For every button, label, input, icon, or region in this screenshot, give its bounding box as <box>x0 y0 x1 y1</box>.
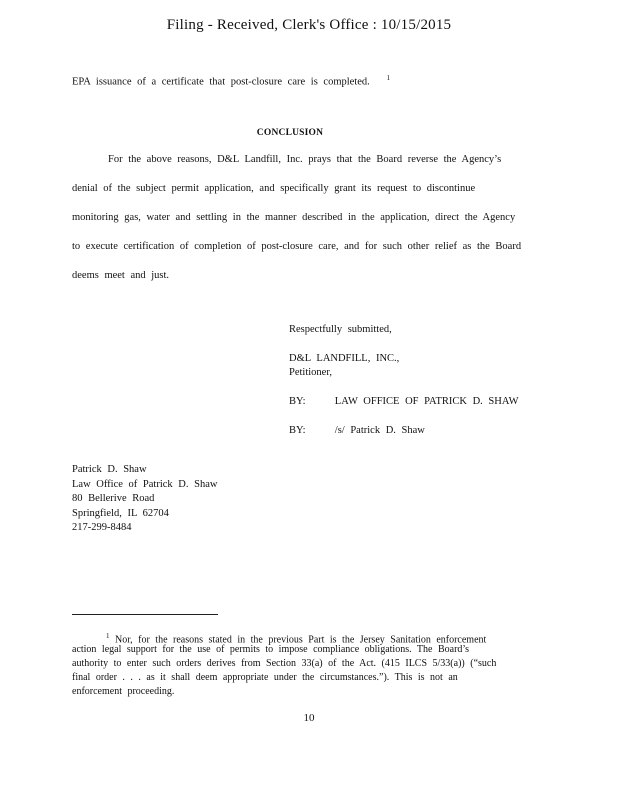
footnote-separator <box>72 614 218 615</box>
footnote-line-4: final order . . . as it shall deem appropriate under the circumstances.”). This is not an <box>72 672 458 683</box>
address-line: Patrick D. Shaw <box>72 464 147 475</box>
footnote-reference: 1 <box>386 74 391 82</box>
page-number: 10 <box>303 712 315 724</box>
footnote-line-5: enforcement proceeding. <box>72 686 175 697</box>
conclusion-line-4: to execute certification of completion of post-closure care, and for such other relief as the Board <box>72 241 522 252</box>
conclusion-heading: CONCLUSION <box>256 128 324 138</box>
carryover-line <box>72 74 390 88</box>
carryover-text: EPA issuance of a certificate that post-closure care is completed. <box>72 76 370 88</box>
petitioner-name: D&L LANDFILL, INC., <box>289 353 400 364</box>
footnote-text: Nor, for the reasons stated in the previous Part is the Jersey Sanitation enforcement <box>115 634 487 646</box>
by-firm-name: LAW OFFICE OF PATRICK D. SHAW <box>334 396 519 407</box>
footnote-line-2: action legal support for the use of permits to impose compliance obligations. The Board’s <box>72 644 470 655</box>
attorney-address-block <box>72 463 217 536</box>
electronic-signature: /s/ Patrick D. Shaw <box>334 425 425 436</box>
address-line: 217-299-8484 <box>72 522 132 533</box>
signature-closing: Respectfully submitted, <box>289 324 392 335</box>
by-label: BY: <box>289 425 306 436</box>
by-line-signature <box>289 425 425 436</box>
by-line-firm <box>289 396 518 407</box>
address-line: 80 Bellerive Road <box>72 493 155 504</box>
conclusion-line-5: deems meet and just. <box>72 270 170 281</box>
conclusion-line-3: monitoring gas, water and settling in the manner described in the application, direct the Agency <box>72 212 516 223</box>
conclusion-line-2: denial of the subject permit application, and specifically grant its request to discontinue <box>72 183 476 194</box>
footnote-number: 1 <box>106 632 110 640</box>
by-label: BY: <box>289 396 306 407</box>
filing-stamp-header: Filing - Received, Clerk's Office : 10/15/2015 <box>166 17 452 33</box>
footnote-line-3: authority to enter such orders derives from Section 33(a) of the Act. (415 ILCS 5/33(a)) (“such <box>72 658 497 669</box>
petitioner-role: Petitioner, <box>289 367 333 378</box>
address-line: Law Office of Patrick D. Shaw <box>72 478 218 490</box>
address-line: Springfield, IL 62704 <box>72 507 169 519</box>
conclusion-line-1: For the above reasons, D&L Landfill, Inc. prays that the Board reverse the Agency’s <box>108 154 502 165</box>
